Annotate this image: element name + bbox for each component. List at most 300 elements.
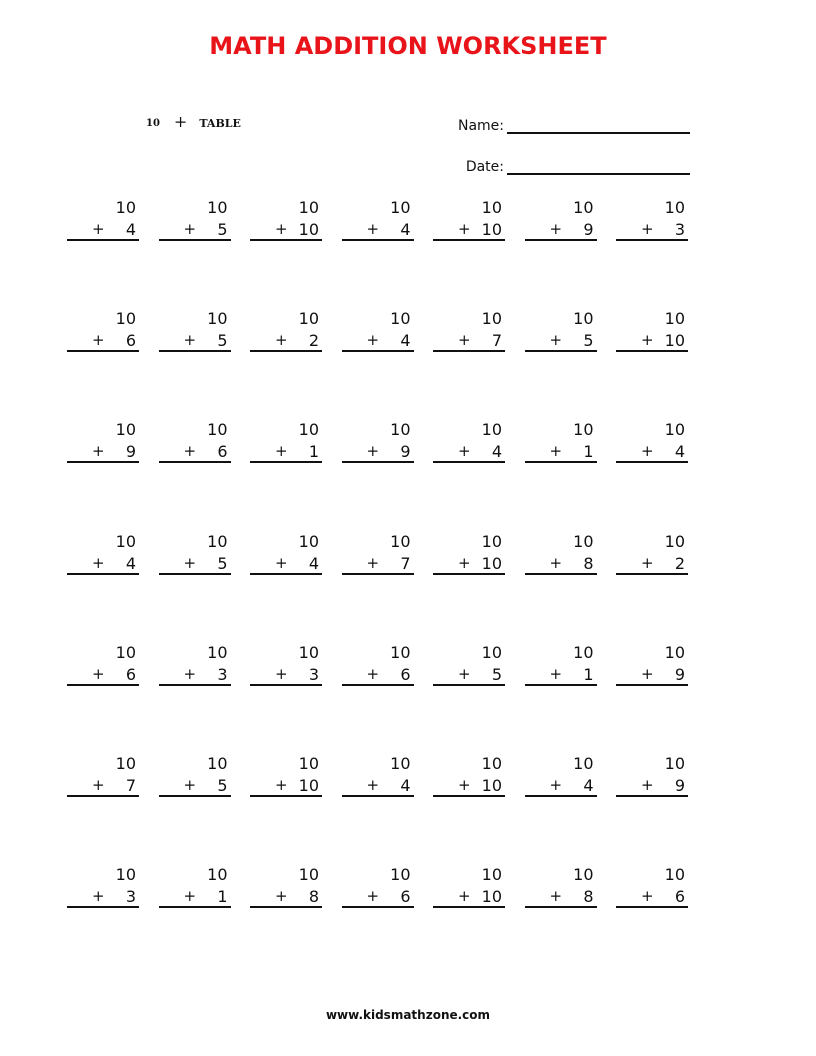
- addition-problem: [250, 754, 322, 800]
- plus-sign: +: [92, 776, 105, 794]
- addend-top: 10: [207, 198, 228, 217]
- addition-problem: [250, 532, 322, 578]
- addition-problem: [525, 643, 597, 689]
- plus-sign: +: [366, 553, 380, 572]
- plus-sign: +: [275, 331, 288, 350]
- addend-bottom: 3: [674, 220, 685, 239]
- addend-bottom-line: [616, 331, 685, 351]
- addend-bottom: 10: [664, 331, 685, 351]
- plus-sign: +: [183, 776, 197, 794]
- addend-bottom: 9: [125, 442, 136, 462]
- addend-bottom-line: [250, 776, 319, 796]
- addend-bottom: 10: [298, 220, 319, 239]
- plus-sign: +: [641, 553, 654, 572]
- addend-top: 10: [115, 198, 136, 217]
- addend-top: 10: [207, 420, 228, 440]
- answer-line[interactable]: [250, 573, 322, 575]
- addend-top: 10: [664, 420, 685, 440]
- addend-bottom-line: [342, 442, 411, 462]
- addend-bottom: 2: [674, 553, 685, 573]
- answer-line[interactable]: [342, 684, 414, 686]
- addend-bottom: 3: [308, 664, 319, 684]
- addend-bottom-line: [616, 887, 685, 907]
- addition-problem: [433, 754, 505, 800]
- plus-sign: +: [641, 664, 654, 683]
- addition-problem: [159, 865, 231, 911]
- answer-line[interactable]: [525, 795, 597, 797]
- addend-bottom: 8: [583, 553, 594, 573]
- addend-top: 10: [481, 865, 502, 885]
- addend-top: 10: [298, 865, 319, 885]
- addend-bottom-line: [159, 554, 228, 574]
- addend-bottom-line: [433, 220, 502, 240]
- addend-bottom-line: [250, 665, 319, 685]
- answer-line[interactable]: [159, 461, 231, 463]
- addend-bottom-line: [525, 554, 594, 574]
- plus-sign: +: [183, 442, 197, 461]
- addend-bottom: 6: [217, 442, 228, 462]
- plus-sign: +: [92, 220, 105, 238]
- plus-sign: +: [549, 776, 563, 794]
- addend-bottom: 8: [583, 887, 594, 907]
- plus-sign: +: [92, 664, 105, 683]
- addend-bottom-line: [67, 331, 136, 351]
- addend-bottom: 5: [217, 220, 228, 239]
- answer-line[interactable]: [67, 684, 139, 686]
- answer-line[interactable]: [525, 461, 597, 463]
- plus-sign: +: [458, 331, 471, 350]
- answer-line[interactable]: [616, 684, 688, 686]
- addend-top: 10: [664, 865, 685, 885]
- answer-line[interactable]: [250, 906, 322, 908]
- addend-bottom: 5: [217, 776, 228, 795]
- addend-top: 10: [481, 754, 502, 773]
- addend-bottom-line: [342, 220, 411, 240]
- answer-line[interactable]: [342, 573, 414, 575]
- plus-sign: +: [92, 553, 105, 572]
- plus-sign: +: [92, 442, 105, 461]
- plus-sign: +: [458, 664, 471, 683]
- answer-line[interactable]: [616, 239, 688, 241]
- addition-problem: [525, 754, 597, 800]
- plus-sign: +: [641, 887, 654, 906]
- addend-bottom: 6: [400, 887, 411, 907]
- plus-sign: +: [549, 553, 563, 572]
- addend-bottom-line: [250, 887, 319, 907]
- answer-line[interactable]: [342, 795, 414, 797]
- addend-bottom-line: [159, 776, 228, 796]
- answer-line[interactable]: [159, 350, 231, 352]
- addition-problem: [525, 309, 597, 355]
- addend-bottom-line: [342, 331, 411, 351]
- addition-problem: [67, 420, 139, 466]
- addend-bottom: 9: [583, 220, 594, 239]
- plus-sign: +: [275, 887, 288, 906]
- addend-top: 10: [390, 420, 411, 440]
- addition-problem: [433, 420, 505, 466]
- addend-top: 10: [298, 531, 319, 551]
- addend-top: 10: [390, 642, 411, 662]
- plus-sign: +: [173, 112, 188, 131]
- worksheet-title: MATH ADDITION WORKSHEET: [209, 32, 607, 60]
- addition-problem: [342, 198, 414, 244]
- addend-bottom-line: [159, 665, 228, 685]
- plus-sign: +: [366, 442, 380, 461]
- plus-sign: +: [641, 220, 654, 238]
- addend-top: 10: [664, 642, 685, 662]
- addition-problem: [616, 420, 688, 466]
- name-line[interactable]: [507, 116, 690, 134]
- plus-sign: +: [641, 331, 654, 350]
- date-field[interactable]: [440, 157, 690, 175]
- addend-bottom: 4: [400, 220, 411, 239]
- addend-top: 10: [573, 198, 594, 217]
- answer-line[interactable]: [433, 906, 505, 908]
- addend-top: 10: [298, 420, 319, 440]
- plus-sign: +: [549, 442, 563, 461]
- addend-bottom: 4: [308, 553, 319, 573]
- addend-bottom: 7: [400, 553, 411, 573]
- addend-bottom-line: [159, 887, 228, 907]
- addition-problem: [616, 643, 688, 689]
- addend-bottom-line: [342, 554, 411, 574]
- plus-sign: +: [275, 664, 288, 683]
- addend-bottom: 8: [308, 887, 319, 907]
- addend-top: 10: [664, 754, 685, 773]
- addition-problem: [342, 643, 414, 689]
- answer-line[interactable]: [67, 906, 139, 908]
- answer-line[interactable]: [342, 461, 414, 463]
- plus-sign: +: [92, 887, 105, 906]
- addend-bottom-line: [342, 665, 411, 685]
- name-field[interactable]: [440, 116, 690, 134]
- addend-bottom: 9: [674, 776, 685, 795]
- addend-bottom-line: [616, 220, 685, 240]
- addend-bottom-line: [433, 776, 502, 796]
- addend-top: 10: [573, 865, 594, 885]
- addition-problem: [616, 198, 688, 244]
- addend-bottom: 1: [583, 442, 594, 462]
- answer-line[interactable]: [250, 350, 322, 352]
- plus-sign: +: [183, 553, 197, 572]
- addition-problem: [250, 420, 322, 466]
- addend-bottom: 4: [125, 553, 136, 573]
- addend-bottom-line: [67, 220, 136, 240]
- addend-bottom: 5: [217, 331, 228, 351]
- addend-bottom-line: [67, 442, 136, 462]
- answer-line[interactable]: [342, 350, 414, 352]
- addend-bottom-line: [525, 665, 594, 685]
- addend-bottom: 4: [491, 442, 502, 462]
- addend-top: 10: [390, 865, 411, 885]
- answer-line[interactable]: [67, 350, 139, 352]
- addend-top: 10: [207, 865, 228, 885]
- addition-problem: [159, 643, 231, 689]
- answer-line[interactable]: [159, 239, 231, 241]
- date-label: Date:: [465, 159, 504, 175]
- addend-bottom: 10: [298, 776, 319, 795]
- addition-problem: [616, 865, 688, 911]
- addition-problem: [159, 754, 231, 800]
- addend-top: 10: [115, 865, 136, 885]
- addend-bottom: 4: [583, 776, 594, 795]
- answer-line[interactable]: [67, 461, 139, 463]
- addition-problem: [159, 532, 231, 578]
- addend-bottom-line: [433, 665, 502, 685]
- answer-line[interactable]: [159, 795, 231, 797]
- answer-line[interactable]: [433, 461, 505, 463]
- addend-top: 10: [481, 420, 502, 440]
- addend-top: 10: [115, 531, 136, 551]
- addition-problem: [67, 309, 139, 355]
- addend-top: 10: [390, 309, 411, 329]
- addend-bottom-line: [525, 776, 594, 796]
- plus-sign: +: [549, 331, 563, 350]
- addend-bottom: 9: [674, 664, 685, 684]
- plus-sign: +: [183, 664, 197, 683]
- addend-top: 10: [664, 309, 685, 329]
- plus-sign: +: [366, 664, 380, 683]
- addend-top: 10: [481, 642, 502, 662]
- table-word: TABLE: [199, 117, 241, 130]
- addend-bottom: 7: [491, 331, 502, 351]
- addend-bottom-line: [342, 776, 411, 796]
- answer-line[interactable]: [525, 684, 597, 686]
- addition-problem: [433, 309, 505, 355]
- addend-top: 10: [115, 309, 136, 329]
- addend-top: 10: [207, 309, 228, 329]
- plus-sign: +: [275, 776, 288, 794]
- addend-top: 10: [573, 420, 594, 440]
- answer-line[interactable]: [616, 461, 688, 463]
- addition-problem: [67, 643, 139, 689]
- addend-top: 10: [481, 309, 502, 329]
- addend-top: 10: [481, 531, 502, 551]
- addend-bottom: 4: [674, 442, 685, 462]
- addend-bottom: 1: [217, 887, 228, 907]
- addend-bottom: 6: [674, 887, 685, 907]
- addition-problem: [525, 865, 597, 911]
- answer-line[interactable]: [616, 573, 688, 575]
- addition-problem: [250, 309, 322, 355]
- addend-bottom-line: [616, 776, 685, 796]
- table-number: 10: [146, 118, 160, 129]
- addend-bottom-line: [250, 331, 319, 351]
- addend-bottom: 4: [400, 776, 411, 795]
- plus-sign: +: [366, 887, 380, 906]
- addend-bottom-line: [159, 220, 228, 240]
- addend-bottom: 3: [217, 664, 228, 684]
- addend-top: 10: [115, 642, 136, 662]
- addend-bottom-line: [67, 554, 136, 574]
- answer-line[interactable]: [67, 239, 139, 241]
- addend-top: 10: [481, 198, 502, 217]
- addend-bottom: 4: [400, 331, 411, 351]
- addend-bottom-line: [159, 442, 228, 462]
- addend-bottom: 4: [125, 220, 136, 239]
- plus-sign: +: [549, 664, 563, 683]
- addend-bottom-line: [616, 665, 685, 685]
- addend-bottom-line: [525, 442, 594, 462]
- addition-problem: [433, 532, 505, 578]
- addend-top: 10: [664, 198, 685, 217]
- addend-bottom-line: [525, 220, 594, 240]
- answer-line[interactable]: [250, 684, 322, 686]
- addend-bottom-line: [433, 554, 502, 574]
- addition-problem: [525, 198, 597, 244]
- answer-line[interactable]: [342, 239, 414, 241]
- addend-bottom-line: [433, 442, 502, 462]
- addition-problem: [250, 865, 322, 911]
- addition-problem: [525, 420, 597, 466]
- answer-line[interactable]: [433, 684, 505, 686]
- answer-line[interactable]: [250, 461, 322, 463]
- addend-bottom: 5: [583, 331, 594, 351]
- addend-top: 10: [573, 309, 594, 329]
- plus-sign: +: [458, 553, 471, 572]
- plus-sign: +: [641, 442, 654, 461]
- addend-top: 10: [573, 754, 594, 773]
- answer-line[interactable]: [159, 684, 231, 686]
- answer-line[interactable]: [433, 350, 505, 352]
- plus-sign: +: [549, 220, 563, 238]
- website-footer: www.kidsmathzone.com: [325, 1008, 491, 1022]
- addend-bottom-line: [433, 887, 502, 907]
- addend-top: 10: [298, 642, 319, 662]
- addition-problem: [433, 865, 505, 911]
- answer-line[interactable]: [525, 573, 597, 575]
- addend-top: 10: [573, 642, 594, 662]
- addend-bottom: 2: [308, 331, 319, 351]
- addend-bottom-line: [525, 331, 594, 351]
- addend-bottom-line: [67, 887, 136, 907]
- addition-problem: [616, 754, 688, 800]
- answer-line[interactable]: [433, 239, 505, 241]
- addition-problem: [433, 198, 505, 244]
- plus-sign: +: [183, 220, 197, 238]
- addend-bottom: 6: [125, 664, 136, 684]
- addend-bottom: 10: [481, 776, 502, 795]
- plus-sign: +: [366, 220, 380, 238]
- plus-sign: +: [458, 887, 471, 906]
- addition-problem: [159, 198, 231, 244]
- addition-problem: [250, 198, 322, 244]
- addition-problem: [159, 309, 231, 355]
- addition-problem: [525, 532, 597, 578]
- addend-top: 10: [298, 198, 319, 217]
- addend-bottom-line: [525, 887, 594, 907]
- plus-sign: +: [549, 887, 563, 906]
- answer-line[interactable]: [342, 906, 414, 908]
- addition-problem: [342, 754, 414, 800]
- answer-line[interactable]: [525, 906, 597, 908]
- addend-top: 10: [298, 309, 319, 329]
- answer-line[interactable]: [433, 795, 505, 797]
- addend-bottom-line: [250, 220, 319, 240]
- plus-sign: +: [275, 220, 288, 238]
- plus-sign: +: [458, 220, 471, 238]
- addend-top: 10: [390, 531, 411, 551]
- addend-bottom: 6: [400, 664, 411, 684]
- answer-line[interactable]: [616, 350, 688, 352]
- addition-problem: [342, 532, 414, 578]
- addend-bottom: 7: [125, 776, 136, 795]
- addend-bottom-line: [433, 331, 502, 351]
- addition-problem: [67, 532, 139, 578]
- addend-top: 10: [207, 642, 228, 662]
- answer-line[interactable]: [250, 795, 322, 797]
- answer-line[interactable]: [525, 239, 597, 241]
- addition-problem: [67, 198, 139, 244]
- addend-top: 10: [664, 531, 685, 551]
- answer-line[interactable]: [433, 573, 505, 575]
- plus-sign: +: [183, 331, 197, 350]
- addend-top: 10: [390, 198, 411, 217]
- addition-problem: [342, 309, 414, 355]
- addend-top: 10: [207, 531, 228, 551]
- addend-bottom: 3: [125, 887, 136, 907]
- addend-top: 10: [573, 531, 594, 551]
- table-label: [146, 114, 241, 133]
- addition-problem: [342, 420, 414, 466]
- addition-problem: [159, 420, 231, 466]
- addend-top: 10: [115, 420, 136, 440]
- addition-problem: [616, 532, 688, 578]
- addend-bottom: 1: [308, 442, 319, 462]
- addend-top: 10: [390, 754, 411, 773]
- addend-top: 10: [115, 754, 136, 773]
- addend-bottom: 9: [400, 442, 411, 462]
- addend-bottom: 6: [125, 331, 136, 351]
- addition-problem: [433, 643, 505, 689]
- addend-bottom-line: [342, 887, 411, 907]
- answer-line[interactable]: [159, 573, 231, 575]
- addend-bottom-line: [67, 665, 136, 685]
- addend-bottom-line: [67, 776, 136, 796]
- addition-problem: [250, 643, 322, 689]
- answer-line[interactable]: [67, 573, 139, 575]
- addend-bottom: 1: [583, 664, 594, 684]
- plus-sign: +: [458, 776, 471, 794]
- addend-top: 10: [207, 754, 228, 773]
- answer-line[interactable]: [67, 795, 139, 797]
- addition-problem: [67, 754, 139, 800]
- answer-line[interactable]: [616, 906, 688, 908]
- plus-sign: +: [458, 442, 471, 461]
- addend-bottom: 10: [481, 887, 502, 907]
- addend-bottom-line: [250, 442, 319, 462]
- addition-problem: [342, 865, 414, 911]
- plus-sign: +: [183, 887, 197, 906]
- addend-bottom: 10: [481, 553, 502, 573]
- addend-bottom-line: [616, 554, 685, 574]
- addition-problem: [616, 309, 688, 355]
- addend-bottom: 10: [481, 220, 502, 239]
- addend-bottom-line: [616, 442, 685, 462]
- answer-line[interactable]: [616, 795, 688, 797]
- plus-sign: +: [275, 442, 288, 461]
- answer-line[interactable]: [159, 906, 231, 908]
- addend-bottom-line: [250, 554, 319, 574]
- answer-line[interactable]: [250, 239, 322, 241]
- addend-top: 10: [298, 754, 319, 773]
- answer-line[interactable]: [525, 350, 597, 352]
- plus-sign: +: [275, 553, 288, 572]
- addend-bottom: 5: [217, 553, 228, 573]
- date-line[interactable]: [507, 157, 690, 175]
- addition-problem: [67, 865, 139, 911]
- plus-sign: +: [366, 776, 380, 794]
